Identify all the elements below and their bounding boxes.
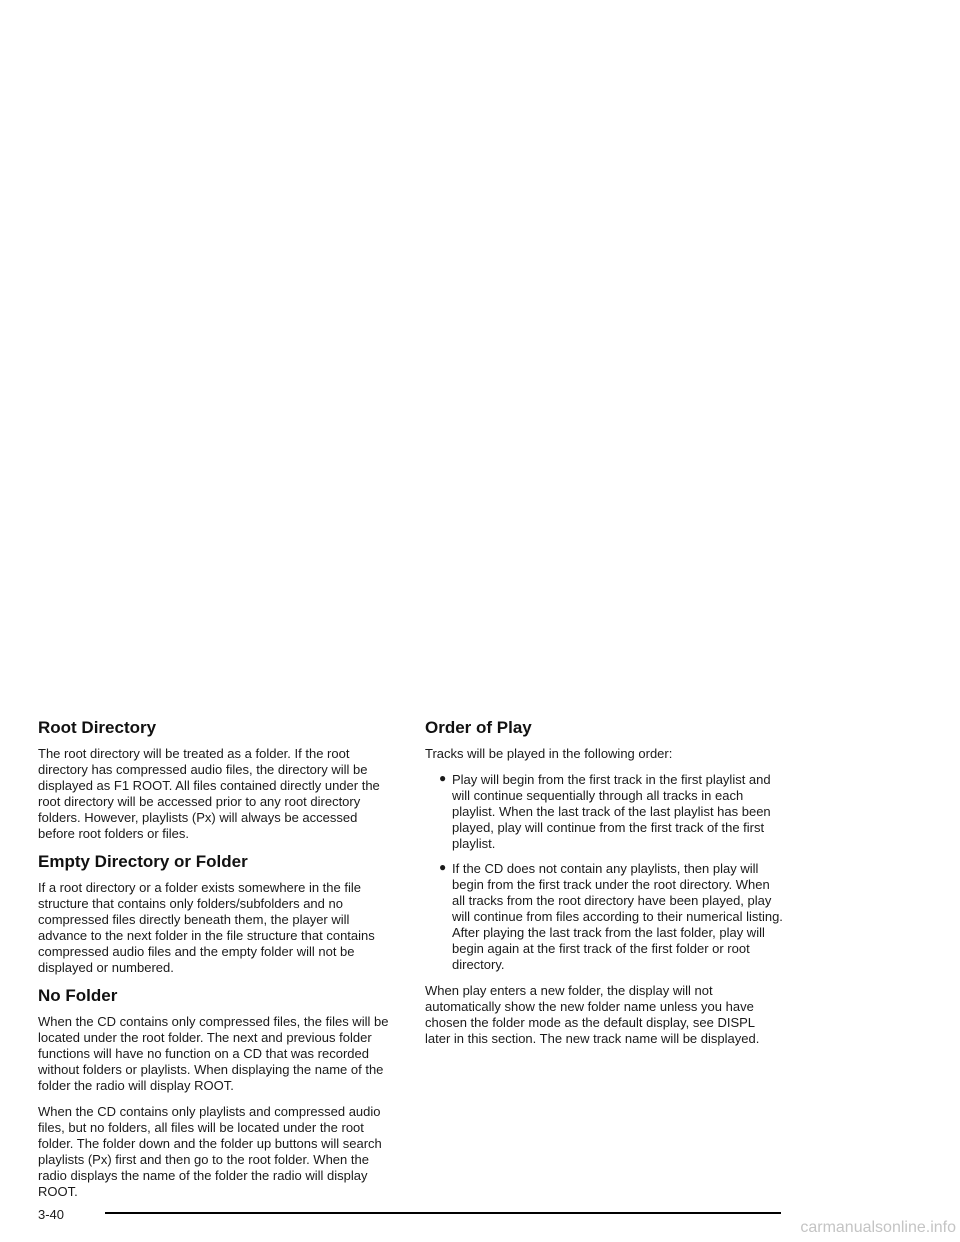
paragraph: The root directory will be treated as a folder. If the root directory has compressed audio files, the directory will be displayed as F1 ROOT. All files contained directly under the root directory will be accessed prior to any root directory folders. However, playlists (Px) will always be accessed before root folders or files. — [38, 746, 380, 841]
left-column — [38, 718, 396, 1210]
closing-paragraph: When play enters a new folder, the display will not automatically show the new folder name unless you have chosen the folder mode as the default display, see DISPL later in this section. The new track name will be displayed. — [425, 983, 760, 1046]
list-item-text: If the CD does not contain any playlists, then play will begin from the first track under the root directory. When all tracks from the root directory have been played, play will continue from files according to their numerical listing. After playing the last track from the last folder, play will begin again at the first track of the first folder or root directory. — [452, 861, 783, 972]
bullet-list — [425, 772, 783, 973]
heading-root-directory: Root Directory — [38, 718, 157, 737]
heading-order-of-play: Order of Play — [425, 718, 532, 737]
bullet-icon: ● — [439, 771, 447, 785]
section-root-directory — [38, 718, 396, 842]
paragraph: If a root directory or a folder exists somewhere in the file structure that contains only folders/subfolders and no compressed files directly beneath them, the player will advance to the next folder in the file structure that contains compressed audio files and the empty folder will not be displayed or numbered. — [38, 880, 375, 975]
watermark: carmanualsonline.info — [800, 1219, 956, 1236]
paragraph: When the CD contains only playlists and compressed audio files, but no folders, all files will be located under the root folder. The folder down and the folder up buttons will search playlists (Px) first and then go to the root folder. When the radio displays the name of the folder the radio will display ROOT. — [38, 1104, 382, 1199]
section-order-of-play — [425, 718, 783, 1047]
heading-no-folder: No Folder — [38, 986, 118, 1005]
intro-paragraph: Tracks will be played in the following order: — [425, 746, 673, 761]
paragraph: When the CD contains only compressed files, the files will be located under the root folder. The next and previous folder functions will have no function on a CD that was recorded without folders or playlists. When displaying the name of the folder the radio will display ROOT. — [38, 1014, 389, 1093]
bullet-icon: ● — [439, 860, 447, 874]
footer-divider — [105, 1212, 781, 1214]
section-empty-directory — [38, 852, 396, 976]
right-column — [425, 718, 783, 1057]
list-item-text: Play will begin from the first track in the first playlist and will continue sequentially through all tracks in each playlist. When the last track of the last playlist has been played, play will continue from the first track of the first playlist. — [452, 772, 771, 851]
heading-empty-directory: Empty Directory or Folder — [38, 852, 248, 871]
list-item — [425, 772, 783, 852]
section-no-folder — [38, 986, 396, 1200]
page-number: 3-40 — [38, 1207, 65, 1222]
list-item — [425, 861, 783, 973]
